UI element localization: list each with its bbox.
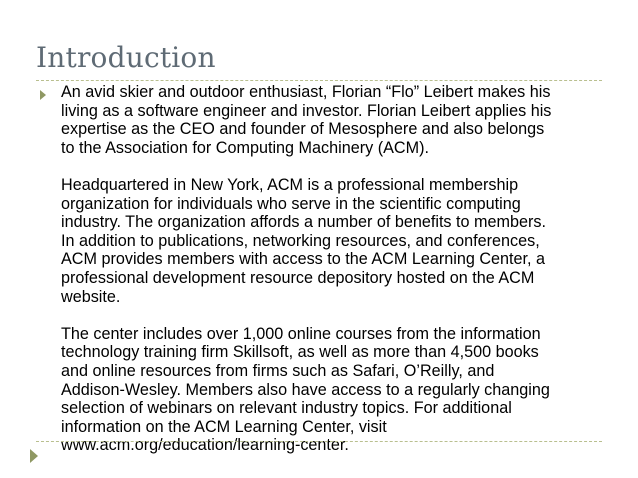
text-line: Addison-Wesley. Members also have access to a regularly changing — [61, 380, 550, 399]
paragraph-3 — [61, 325, 606, 455]
slide-title: Introduction — [36, 41, 216, 74]
triangle-corner-icon — [30, 449, 38, 463]
text-line: Headquartered in New York, ACM is a professional membership — [61, 175, 519, 194]
paragraph-2 — [61, 176, 606, 306]
bullet-content — [61, 83, 606, 455]
text-line: The center includes over 1,000 online courses from the information — [61, 324, 541, 343]
title-divider — [36, 80, 602, 81]
text-line: organization for individuals who serve in the scientific computing — [61, 194, 521, 213]
text-line: ACM provides members with access to the ACM Learning Center, a — [61, 250, 546, 269]
text-line: professional development resource depository hosted on the ACM — [61, 268, 535, 287]
text-line: and online resources from firms such as Safari, O’Reilly, and — [61, 361, 495, 380]
text-line: selection of webinars on relevant industry topics. For additional — [61, 399, 512, 418]
text-line: An avid skier and outdoor enthusiast, Florian “Flo” Leibert makes his — [61, 83, 551, 101]
text-line: to the Association for Computing Machinery (ACM). — [61, 138, 429, 157]
text-line: website. — [61, 287, 121, 306]
triangle-bullet-icon — [40, 90, 46, 100]
text-line: industry. The organization affords a number of benefits to members. — [61, 213, 546, 232]
text-line: www.acm.org/education/learning-center. — [61, 436, 349, 455]
text-line: living as a software engineer and investor. Florian Leibert applies his — [61, 101, 552, 120]
footer-divider — [36, 441, 602, 442]
text-line: technology training firm Skillsoft, as well as more than 4,500 books — [61, 343, 539, 362]
paragraph-1 — [61, 83, 606, 157]
text-line: expertise as the CEO and founder of Mesosphere and also belongs — [61, 120, 545, 139]
text-line: In addition to publications, networking resources, and conferences, — [61, 231, 540, 250]
text-line: information on the ACM Learning Center, visit — [61, 417, 387, 436]
